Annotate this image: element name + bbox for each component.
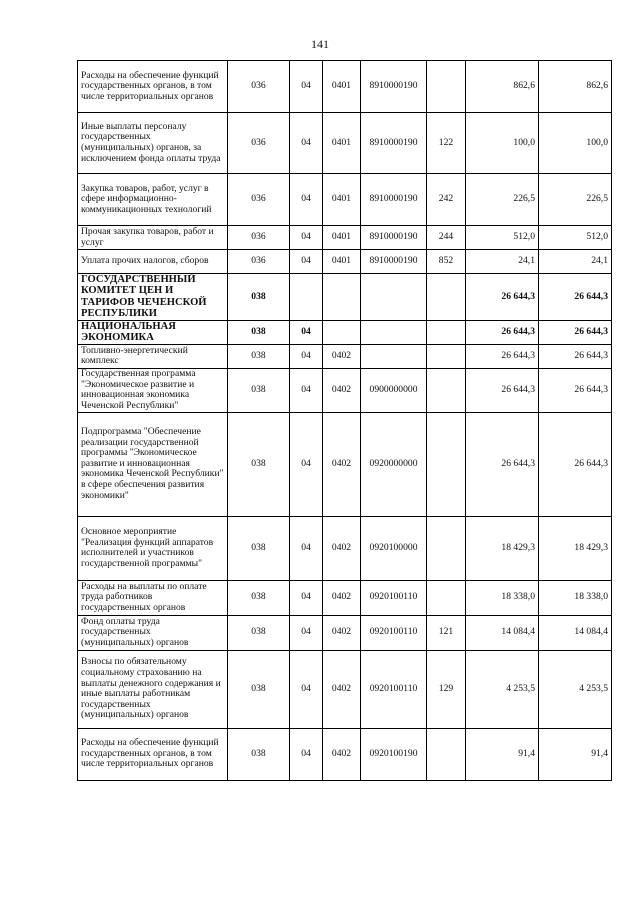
section-code: 04 xyxy=(290,250,323,274)
subsection-code: 0402 xyxy=(323,728,361,780)
section-code: 04 xyxy=(290,61,323,113)
ministry-code: 038 xyxy=(228,412,290,516)
section-code: 04 xyxy=(290,344,323,368)
expense-type-code: 242 xyxy=(427,174,466,226)
ministry-code: 038 xyxy=(228,320,290,344)
section-code: 04 xyxy=(290,615,323,650)
table-row xyxy=(78,61,612,113)
target-article-code: 0920100190 xyxy=(361,728,427,780)
table-row xyxy=(78,344,612,368)
section-code: 04 xyxy=(290,368,323,412)
expense-type-code xyxy=(427,61,466,113)
section-code: 04 xyxy=(290,174,323,226)
ministry-code: 038 xyxy=(228,615,290,650)
section-code: 04 xyxy=(290,226,323,250)
table-row xyxy=(78,226,612,250)
ministry-code: 038 xyxy=(228,728,290,780)
target-article-code: 8910000190 xyxy=(361,113,427,174)
section-code: 04 xyxy=(290,580,323,615)
amount-year-2: 862,6 xyxy=(539,61,612,113)
expense-type-code: 122 xyxy=(427,113,466,174)
table-row xyxy=(78,615,612,650)
subsection-code: 0402 xyxy=(323,516,361,580)
amount-year-2: 18 338,0 xyxy=(539,580,612,615)
amount-year-2: 512,0 xyxy=(539,226,612,250)
amount-year-2: 26 644,3 xyxy=(539,368,612,412)
amount-year-1: 226,5 xyxy=(466,174,539,226)
expense-type-code xyxy=(427,728,466,780)
amount-year-2: 91,4 xyxy=(539,728,612,780)
row-name: НАЦИОНАЛЬНАЯ ЭКОНОМИКА xyxy=(78,320,228,344)
row-name: Основное мероприятие "Реализация функций аппаратов исполнителей и участников государственной программы" xyxy=(78,516,228,580)
section-code: 04 xyxy=(290,320,323,344)
amount-year-1: 91,4 xyxy=(466,728,539,780)
page-number: 141 xyxy=(311,37,329,51)
expense-type-code: 129 xyxy=(427,650,466,728)
target-article-code: 0920100110 xyxy=(361,615,427,650)
subsection-code: 0402 xyxy=(323,344,361,368)
ministry-code: 038 xyxy=(228,344,290,368)
expense-type-code xyxy=(427,320,466,344)
subsection-code: 0401 xyxy=(323,113,361,174)
table-row xyxy=(78,412,612,516)
subsection-code: 0402 xyxy=(323,580,361,615)
table-row xyxy=(78,650,612,728)
row-name: Топливно-энергетический комплекс xyxy=(78,344,228,368)
row-name: Закупка товаров, работ, услуг в сфере информационно-коммуникационных технологий xyxy=(78,174,228,226)
target-article-code: 0900000000 xyxy=(361,368,427,412)
target-article-code: 8910000190 xyxy=(361,174,427,226)
section-code: 04 xyxy=(290,516,323,580)
ministry-code: 038 xyxy=(228,650,290,728)
amount-year-1: 512,0 xyxy=(466,226,539,250)
target-article-code xyxy=(361,274,427,321)
row-name: Взносы по обязательному социальному страхованию на выплаты денежного содержания и иные выплаты работникам государственных (муниципальных) органов xyxy=(78,650,228,728)
amount-year-2: 4 253,5 xyxy=(539,650,612,728)
section-code: 04 xyxy=(290,650,323,728)
amount-year-1: 26 644,3 xyxy=(466,368,539,412)
amount-year-1: 26 644,3 xyxy=(466,320,539,344)
row-name: Расходы на выплаты по оплате труда работников государственных органов xyxy=(78,580,228,615)
amount-year-1: 18 338,0 xyxy=(466,580,539,615)
expense-type-code xyxy=(427,368,466,412)
target-article-code: 8910000190 xyxy=(361,61,427,113)
expense-type-code: 244 xyxy=(427,226,466,250)
target-article-code xyxy=(361,344,427,368)
amount-year-1: 100,0 xyxy=(466,113,539,174)
target-article-code: 8910000190 xyxy=(361,250,427,274)
row-name: ГОСУДАРСТВЕННЫЙ КОМИТЕТ ЦЕН И ТАРИФОВ ЧЕЧЕНСКОЙ РЕСПУБЛИКИ xyxy=(78,274,228,321)
section-code: 04 xyxy=(290,412,323,516)
expense-type-code xyxy=(427,344,466,368)
subsection-code xyxy=(323,274,361,321)
ministry-code: 036 xyxy=(228,61,290,113)
ministry-code: 038 xyxy=(228,368,290,412)
table-row xyxy=(78,174,612,226)
expense-type-code xyxy=(427,274,466,321)
subsection-code: 0402 xyxy=(323,615,361,650)
amount-year-2: 26 644,3 xyxy=(539,320,612,344)
amount-year-1: 18 429,3 xyxy=(466,516,539,580)
ministry-code: 036 xyxy=(228,250,290,274)
amount-year-2: 100,0 xyxy=(539,113,612,174)
amount-year-2: 18 429,3 xyxy=(539,516,612,580)
table-row xyxy=(78,250,612,274)
target-article-code: 0920000000 xyxy=(361,412,427,516)
subsection-code xyxy=(323,320,361,344)
subsection-code: 0402 xyxy=(323,412,361,516)
row-name: Расходы на обеспечение функций государственных органов, в том числе территориальных органов xyxy=(78,61,228,113)
row-name: Иные выплаты персоналу государственных (муниципальных) органов, за исключением фонда оплаты труда xyxy=(78,113,228,174)
target-article-code xyxy=(361,320,427,344)
amount-year-2: 26 644,3 xyxy=(539,412,612,516)
row-name: Прочая закупка товаров, работ и услуг xyxy=(78,226,228,250)
ministry-code: 036 xyxy=(228,174,290,226)
ministry-code: 038 xyxy=(228,274,290,321)
amount-year-1: 24,1 xyxy=(466,250,539,274)
amount-year-1: 14 084,4 xyxy=(466,615,539,650)
subsection-code: 0401 xyxy=(323,250,361,274)
amount-year-1: 862,6 xyxy=(466,61,539,113)
table-row xyxy=(78,320,612,344)
subsection-code: 0401 xyxy=(323,226,361,250)
target-article-code: 0920100110 xyxy=(361,650,427,728)
amount-year-2: 26 644,3 xyxy=(539,274,612,321)
table-row xyxy=(78,516,612,580)
ministry-code: 038 xyxy=(228,516,290,580)
amount-year-1: 26 644,3 xyxy=(466,412,539,516)
ministry-code: 038 xyxy=(228,580,290,615)
row-name: Фонд оплаты труда государственных (муниципальных) органов xyxy=(78,615,228,650)
row-name: Подпрограмма "Обеспечение реализации государственной программы "Экономическое развитие и инновационная экономика Чеченской Республики" в сфере обеспечения развития экономики" xyxy=(78,412,228,516)
section-code: 04 xyxy=(290,113,323,174)
ministry-code: 036 xyxy=(228,113,290,174)
subsection-code: 0402 xyxy=(323,650,361,728)
amount-year-2: 14 084,4 xyxy=(539,615,612,650)
expense-type-code: 852 xyxy=(427,250,466,274)
amount-year-1: 26 644,3 xyxy=(466,274,539,321)
row-name: Уплата прочих налогов, сборов xyxy=(78,250,228,274)
expense-type-code: 121 xyxy=(427,615,466,650)
amount-year-1: 4 253,5 xyxy=(466,650,539,728)
table-row xyxy=(78,113,612,174)
budget-table xyxy=(77,60,612,781)
subsection-code: 0402 xyxy=(323,368,361,412)
amount-year-2: 24,1 xyxy=(539,250,612,274)
amount-year-2: 226,5 xyxy=(539,174,612,226)
section-code xyxy=(290,274,323,321)
table-row xyxy=(78,274,612,321)
section-code: 04 xyxy=(290,728,323,780)
target-article-code: 0920100000 xyxy=(361,516,427,580)
expense-type-code xyxy=(427,412,466,516)
row-name: Расходы на обеспечение функций государственных органов, в том числе территориальных органов xyxy=(78,728,228,780)
expense-type-code xyxy=(427,580,466,615)
table-row xyxy=(78,728,612,780)
ministry-code: 036 xyxy=(228,226,290,250)
amount-year-2: 26 644,3 xyxy=(539,344,612,368)
row-name: Государственная программа "Экономическое развитие и инновационная экономика Чеченской Республики" xyxy=(78,368,228,412)
target-article-code: 0920100110 xyxy=(361,580,427,615)
subsection-code: 0401 xyxy=(323,174,361,226)
expense-type-code xyxy=(427,516,466,580)
subsection-code: 0401 xyxy=(323,61,361,113)
table-row xyxy=(78,368,612,412)
target-article-code: 8910000190 xyxy=(361,226,427,250)
amount-year-1: 26 644,3 xyxy=(466,344,539,368)
table-row xyxy=(78,580,612,615)
